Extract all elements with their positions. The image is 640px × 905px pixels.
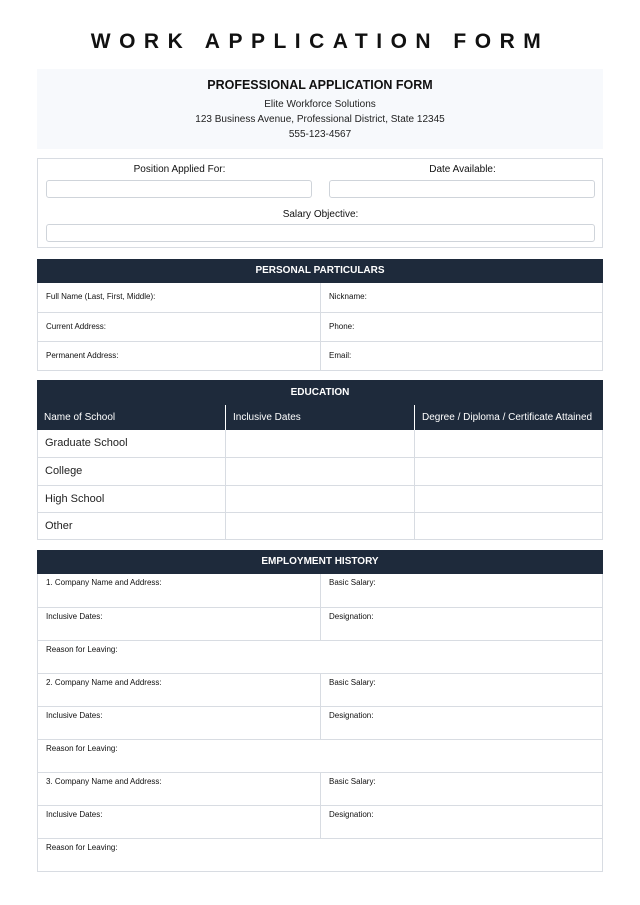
nickname-field[interactable]: Nickname:	[329, 292, 367, 301]
date-available-input[interactable]	[329, 180, 595, 198]
inclusive-dates-cell[interactable]	[226, 486, 414, 512]
table-row	[38, 739, 602, 772]
company-name-field[interactable]: 2. Company Name and Address:	[38, 674, 321, 706]
company-name-field[interactable]: 3. Company Name and Address:	[38, 773, 321, 805]
full-name-field[interactable]: Full Name (Last, First, Middle):	[38, 283, 321, 312]
table-row	[38, 673, 602, 706]
table-row	[38, 283, 602, 312]
table-row	[38, 805, 602, 838]
table-row	[38, 512, 602, 539]
education-table	[37, 430, 603, 540]
company-name: Elite Workforce Solutions	[264, 99, 376, 110]
education-column-header: Name of School	[37, 405, 226, 430]
personal-grid	[37, 283, 603, 371]
education-table-header	[37, 405, 603, 430]
phone-field[interactable]: Phone:	[329, 322, 355, 331]
degree-cell[interactable]	[415, 458, 602, 484]
position-label: Position Applied For:	[133, 164, 226, 175]
table-row	[38, 430, 602, 457]
school-level-cell: Graduate School	[38, 430, 226, 457]
table-row	[38, 706, 602, 739]
designation-field[interactable]: Designation:	[329, 612, 374, 621]
employment-section-header: EMPLOYMENT HISTORY	[37, 550, 603, 574]
reason-for-leaving-field[interactable]: Reason for Leaving:	[46, 744, 118, 753]
school-level-cell: High School	[38, 486, 226, 512]
inclusive-dates-cell[interactable]	[226, 458, 414, 484]
basic-salary-field[interactable]: Basic Salary:	[329, 777, 376, 786]
education-section-header: EDUCATION	[37, 380, 603, 405]
inclusive-dates-cell[interactable]	[226, 513, 414, 539]
table-row	[38, 772, 602, 805]
company-name-field[interactable]: 1. Company Name and Address:	[38, 574, 321, 607]
inclusive-dates-field[interactable]: Inclusive Dates:	[38, 608, 321, 640]
table-row	[38, 607, 602, 640]
inclusive-dates-cell[interactable]	[226, 430, 414, 457]
form-title: WORK APPLICATION FORM	[90, 30, 550, 53]
inclusive-dates-field[interactable]: Inclusive Dates:	[38, 806, 321, 838]
position-input[interactable]	[46, 180, 312, 198]
table-row	[38, 312, 602, 341]
education-column-header: Degree / Diploma / Certificate Attained	[415, 405, 603, 430]
school-level-cell: College	[38, 458, 226, 484]
school-level-cell: Other	[38, 513, 226, 539]
email-field[interactable]: Email:	[329, 351, 352, 360]
designation-field[interactable]: Designation:	[329, 711, 374, 720]
basic-salary-field[interactable]: Basic Salary:	[329, 578, 376, 587]
table-row	[38, 574, 602, 607]
basic-salary-field[interactable]: Basic Salary:	[329, 678, 376, 687]
degree-cell[interactable]	[415, 486, 602, 512]
table-row	[38, 457, 602, 484]
current-address-field[interactable]: Current Address:	[38, 313, 321, 341]
company-phone: 555-123-4567	[288, 129, 352, 140]
inclusive-dates-field[interactable]: Inclusive Dates:	[38, 707, 321, 739]
company-form-title: PROFESSIONAL APPLICATION FORM	[207, 78, 433, 92]
salary-objective-input[interactable]	[46, 224, 595, 242]
table-row	[38, 838, 602, 871]
degree-cell[interactable]	[415, 430, 602, 457]
personal-section-header: PERSONAL PARTICULARS	[37, 259, 603, 283]
reason-for-leaving-field[interactable]: Reason for Leaving:	[46, 843, 118, 852]
date-available-label: Date Available:	[429, 164, 496, 175]
designation-field[interactable]: Designation:	[329, 810, 374, 819]
salary-objective-label: Salary Objective:	[282, 209, 359, 220]
degree-cell[interactable]	[415, 513, 602, 539]
company-info-block	[37, 69, 603, 149]
table-row	[38, 640, 602, 673]
table-row	[38, 341, 602, 370]
reason-for-leaving-field[interactable]: Reason for Leaving:	[46, 645, 118, 654]
position-section	[37, 158, 603, 248]
table-row	[38, 485, 602, 512]
permanent-address-field[interactable]: Permanent Address:	[38, 342, 321, 370]
education-column-header: Inclusive Dates	[226, 405, 415, 430]
employment-grid	[37, 574, 603, 872]
company-address: 123 Business Avenue, Professional District, State 12345	[195, 114, 445, 125]
